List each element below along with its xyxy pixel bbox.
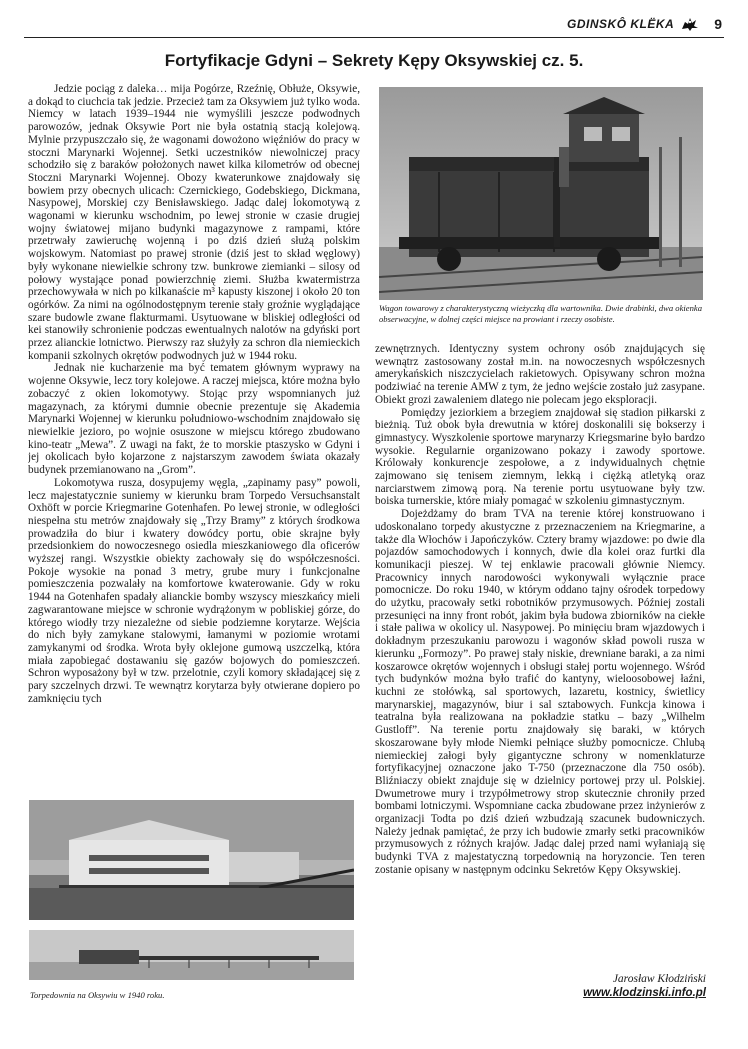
paragraph: Pomiędzy jeziorkiem a brzegiem znajdował się stadion piłkarski z bieżnią. Tuż obok była drewutnia w której doskonalili się bokserzy i gimnastycy. Wyszkolenie sportowe marynarzy Kriegsmarine było bardzo wysokie. Regularnie organizowano pokazy i zawody sportowe. Królowały konkurencje zespołowe, a z indywidualnych chętnie zajmowano się tenisem ziemnym, lekką i ciężką atletyką oraz narciarstwem zimową porą. Na terenie portu usytuowane były tzw. boiska turnerskie, które miały pomagać w szkoleniu gimnastycznym. — [375, 406, 705, 508]
paragraph: zewnętrznych. Identyczny system ochrony osób znajdujących się wewnątrz zastosowany został m.in. na nowoczesnych współczesnych amerykańskich niszczycielach rakietowych. Opisywany schron można podziwiać na terenie AMW z tym, że jedno wejście zostało już zasypane. Obiekt grozi zawaleniem dlatego nie polecam jego eksploracji. — [375, 343, 705, 406]
running-head — [567, 16, 722, 32]
right-column — [375, 343, 705, 970]
header-divider — [24, 37, 724, 38]
torpedo-pier-photo — [29, 930, 354, 980]
paragraph: Lokomotywa rusza, dosypujemy węgla, „zapinamy pasy” powoli, lecz majestatycznie suniemy w kierunku bram Torpedo Versuchsanstalt Oxhöft w porcie Kriegmarine Gotenhafen. Po lewej stronie, w odległości niespełna stu metrów znajdowały się „Trzy Bramy” z których środkowa prowadziła do biur i kwatery dowódcy portu, obie skrajne były przedsionkiem do nowoczesnego osiedla mieszkaniowego dla oficerów wyższej rangi. Wszystkie obiekty zachowały się do współczesności. Pokoje wysokie na ponad 3 metry, grube mury i funkcjonalne pomieszczenia pozwalały na komfortowe kwaterowanie. Gdy w roku 1944 na Gotenhafen spadały alianckie bomby wszyscy mieszkańcy mieli zagwarantowane miejsce w schronie wydrążonym w pobliskiej górze, do którego wiodły trzy niezależne od siebie podziemne korytarze. Wejścia do nich były zamykane stalowymi, łamanymi w poziomie wrotami zamykanymi od środka. Wrota były oklejone gumową uszczelką, która miała zapobiegać dostawaniu się gazów bojowych do pomieszczeń. Schron wyposażony był w tzw. przelotnie, czyli komory składającej się z pary szczelnych drzwi. Te wewnątrz korytarza były otwierane dopiero po zamknięciu tych — [28, 476, 360, 705]
left-column — [28, 83, 360, 793]
paragraph: Jedzie pociąg z daleka… mija Pogórze, Rzeźnię, Obłuże, Oksywie, a dokąd to ciuchcia tak jedzie. Przecież tam za Oksywiem już tylko woda. Niemcy w latach 1939–1944 nie wymyślili jeszcze podwodnych parowozów, jednak Oksywie Port nie była ostatnią stacją kolejową. Mylnie przypuszczało się, że wagonami dowożono więźniów do pracy w stoczni Marynarki Wojennej. Setki uczestników niewolniczej pracy schodziło się z baraków położonych nawet kilka kilometrów od obecnej Stoczni Marynarki Wojennej. Obozy kwaterunkowe znajdowały się bowiem przy obecnych ulicach: Czernickiego, Godebskiego, Dickmana, Nasypowej, Morskiej czy Benisławskiego. Jadąc dalej lokomotywą z wagonami w kierunku wschodnim, po lewej stronie w czasie drugiej wojny światowej mijano budynki magazynowe z rampami, które przetrwały zawieruchę wojenną i po dziś dzień służą polskim wojskowym. Natomiast po prawej stronie (dziś jest to skład węglowy) były wykonane niewielkie schrony tzw. bunkrowe ziemianki – silosy od połowy wystające ponad powierzchnię ziemi. Służba kwatermistrza przechowywała w nich po kilkanaście m³ kapusty kiszonej i około 20 ton ogórków. Za nimi na ogólnodostępnym terenie stały groźnie wyglądające szare budowle zwane flakturmami. Usytuowane w bliskiej odległości od kei stanowiły schronienie podczas ewentualnych nalotów na gdyński port przez alianckie lotnictwo. Pierwszy raz służyły za schron dla niemieckich kompanii szkolnych okrętów podwodnych już w 1944 roku. — [28, 83, 360, 362]
griffin-emblem-icon — [680, 16, 700, 32]
article-title: Fortyfikacje Gdyni – Sekrety Kępy Oksywskiej cz. 5. — [164, 51, 584, 70]
wagon-photo — [379, 87, 703, 300]
author-name: Jarosław Kłodziński — [612, 973, 706, 985]
torpedo-photo-caption: Torpedownia na Oksywiu w 1940 roku. — [30, 990, 165, 1000]
torpedo-station-photo — [29, 800, 354, 920]
paragraph: Dojeżdżamy do bram TVA na terenie której konstruowano i udoskonalano torpedy akustyczne z przeznaczeniem na Kriegmarine, a także dla Włochów i Japończyków. Cztery bramy wjazdowe: po dwie dla pojazdów samochodowych i konnych, dwie dla kolei oraz furtki dla komunikacji pieszej. W tej enklawie pracowali głównie Niemcy. Pracownicy innych narodowości wykonywali wyłącznie prace pomocnicze. Do roku 1940, w którym oddano tajny ośrodek torpedowy do użytku, pracowały setki robotników przymusowych. Później zostali przesunięci na inny front robót, jakim była budowa zbiorników na ciekłe i stałe paliwa w okolicy ul. Nasypowej. Po minięciu bram wjazdowych i dokładnym przeszukaniu parowozu i wagonów skład powoli rusza w kierunku „Formozy”. Po prawej stały niskie, drewniane baraki, a za nimi koszarowce okrętów wojennych i obsługi stałej portu wojennego. Wśród tych budynków można było trafić do kantyny, wieloosobowej łaźni, kuchni ze stołówką, sal sportowych, lazaretu, kostnicy, świetlicy marynarskiej, magazynów, biur i sal sztabowych. Funkcja kinowa i teatralna była realizowana na pokładzie statku – bazy „Wilhelm Gustloff”. Na terenie portu znajdowały się baraki, w których skoszarowane były młode Niemki pełniące służby pomocnicze. Chlubą niemieckiej załogi były gigantyczne schrony w nomenklaturze fortyfikacyjnej oznaczone jako T-750 (przeznaczone dla 750 osób). Bliźniaczy obiekt znajduje się w dzielnicy portowej przy ul. Polskiej. Dwumetrowe mury i trzypółmetrowy strop skutecznie chroniły przed bombami lotniczymi. Wspomniane cacka zbudowane przez inżynierów z organizacji Todta po dziś dzień wzbudzają szacunek budowniczych. Należy jednak pamiętać, że przy ich budowie zmarły setki pracowników przymusowych z różnych krajów. Jadąc dalej przed nami wyłaniają się budynki TVA z majestatyczną torpedownią na horyzoncie. Ten teren zostanie opisany w następnym odcinku Sekretów Kępy Oksywskiej. — [375, 508, 705, 876]
author-website-link[interactable]: www.klodzinski.info.pl — [583, 987, 706, 999]
wagon-photo-caption: Wagon towarowy z charakterystyczną wieżyczką dla wartownika. Dwie drabinki, dwa okienka obserwacyjne, w dolnej części miejsce na prowiant i rzeczy osobiste. — [379, 303, 703, 324]
author-signature — [583, 972, 706, 1000]
paragraph: Jednak nie kucharzenie ma być tematem głównym wyprawy na wojenne Oksywie, lecz tory kolejowe. A raczej miejsca, które można było zobaczyć z okien lokomotywy. Stojąc przy wspomnianych już magazynach, za którymi dumnie obecnie prezentuje się Akademia Marynarki Wojennej w kierunku południowo-wschodnim znajdowało się niewielkie jezioro, po wojnie osuszone w miejscu którego zbudowano kino-teatr „Mewa”. Z uwagi na fakt, że to morskie ptaszysko w Gdyni i jej okolicach było kojarzone z najstarszym zawodem świata okazały budynek przemianowano na „Grom”. — [28, 362, 360, 477]
running-title: GDINSKÔ KLËKA — [567, 17, 675, 31]
page-number: 9 — [714, 16, 722, 32]
